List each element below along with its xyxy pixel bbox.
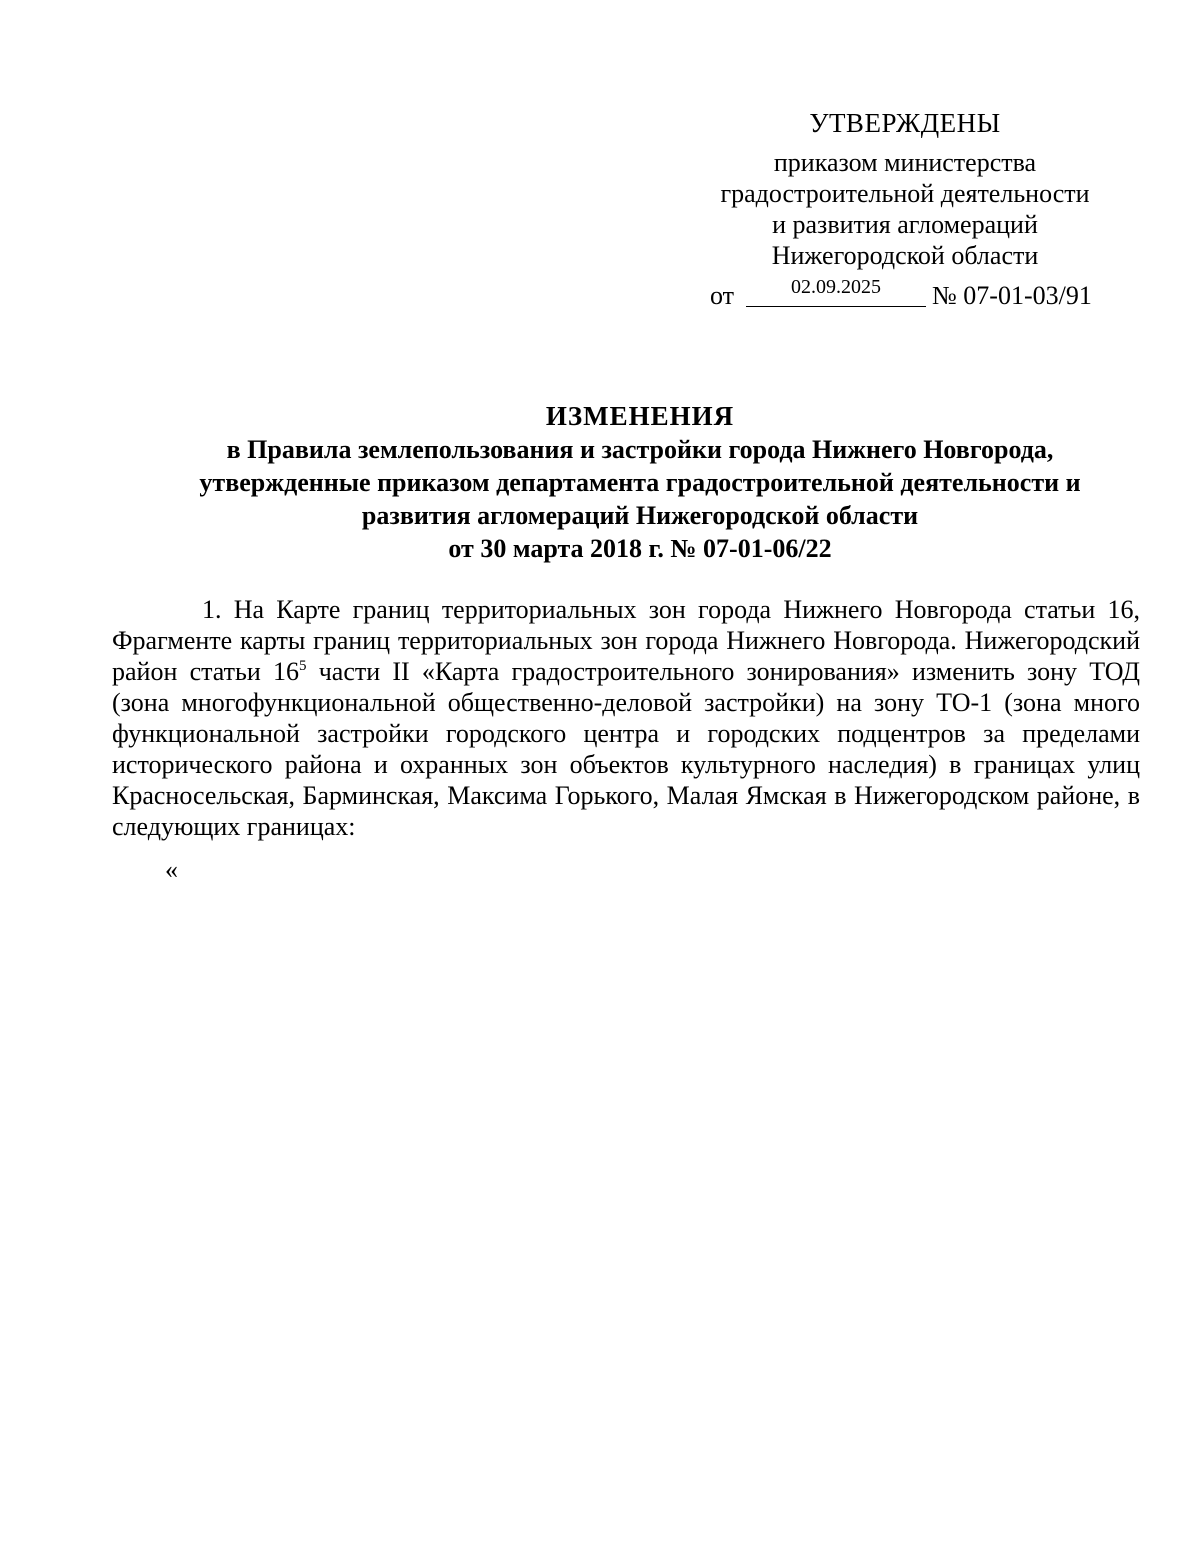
title-line-2: утвержденные приказом департамента градостроительной деятельности и <box>199 468 1081 497</box>
paragraph-1-start: 1. На Карте границ территориальных зон города Нижнего Новгорода статьи 16, Фрагменте карты границ территориальных зон города Нижнего Новгорода. Нижегородский район статьи 16 <box>112 595 1140 686</box>
article-superscript: 5 <box>299 658 307 674</box>
approval-line-4: Нижегородской области <box>771 241 1039 270</box>
approval-number: № 07-01-03/91 <box>932 281 1092 310</box>
paragraph-1 <box>112 594 1140 842</box>
opening-quote: « <box>165 855 178 884</box>
document-title <box>120 400 1160 565</box>
title-main: ИЗМЕНЕНИЯ <box>545 401 735 431</box>
approval-date: 02.09.2025 <box>746 276 926 307</box>
title-line-1: в Правила землепользования и застройки города Нижнего Новгорода, <box>226 435 1054 464</box>
approval-heading: УТВЕРЖДЕНЫ <box>809 108 1001 138</box>
from-label: от <box>710 281 735 310</box>
title-line-3: развития агломераций Нижегородской области <box>361 501 919 530</box>
paragraph-1-end: части II «Карта градостроительного зонирования» изменить зону ТОД (зона многофункциональной общественно-деловой застройки) на зону ТО-1 (зона много функциональной застройки городского центра и городских подцентров за пределами исторического района и охранных зон объектов культурного наследия) в границах улиц Красносельская, Барминская, Максима Горького, Малая Ямская в Нижегородском районе, в следующих границах: <box>112 657 1140 841</box>
approval-line-1: приказом министерства <box>773 148 1037 177</box>
approval-date-number-line <box>710 276 1110 310</box>
approval-block <box>700 108 1110 271</box>
approval-line-2: градостроительной деятельности <box>720 179 1090 208</box>
approval-line-3: и развития агломераций <box>772 210 1038 239</box>
title-line-4: от 30 марта 2018 г. № 07-01-06/22 <box>448 534 832 563</box>
